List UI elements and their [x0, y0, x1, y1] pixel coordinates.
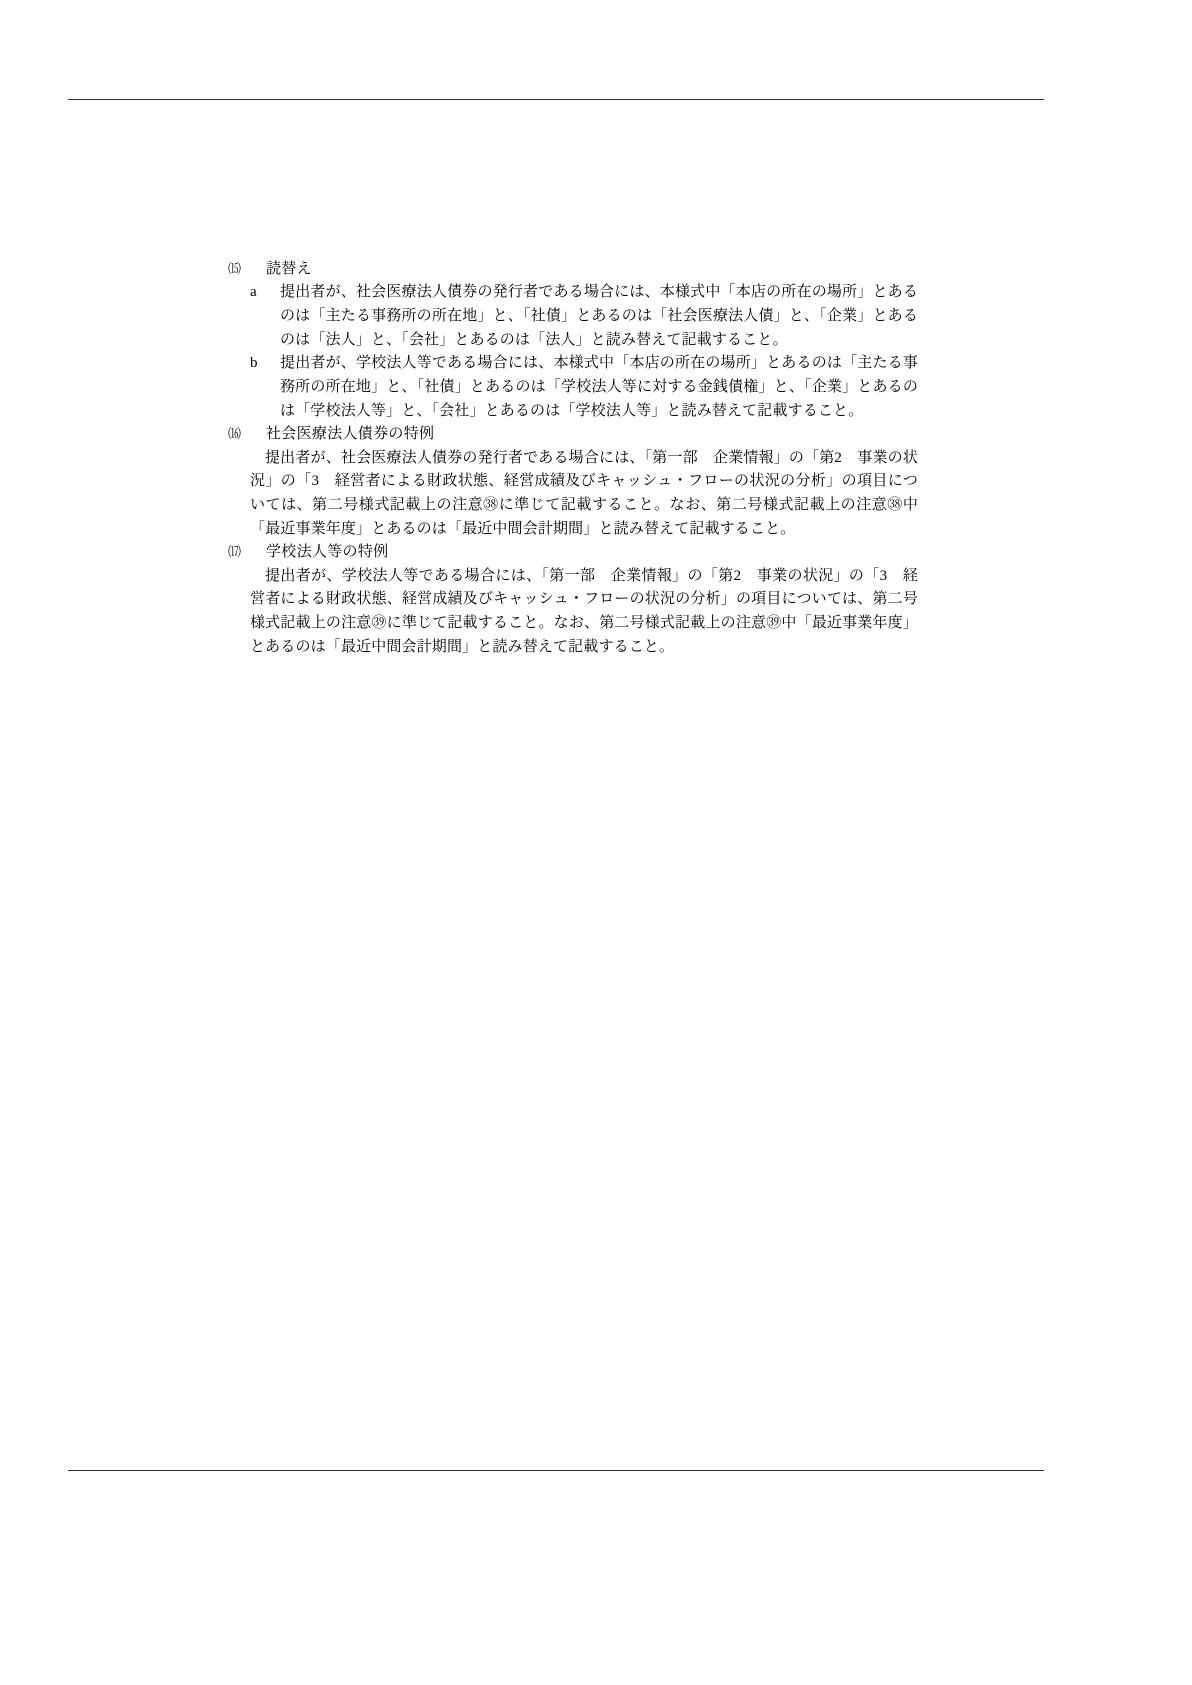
header-rule: [68, 99, 1044, 100]
section-16-paragraph: 提出者が、社会医療法人債券の発行者である場合には、「第一部 企業情報」の「第2 事業の状況」の「3 経営者による財政状態、経営成績及びキャッシュ・フローの状況の分析」の項目については、第二号様式記載上の注意㊳に準じて記載すること。なお、第二号様式記載上の注意㊳中「最近事業年度」とあるのは「最近中間会計期間」と読み替えて記載すること。: [250, 449, 918, 537]
section-16-title: 社会医療法人債券の特例: [266, 426, 435, 443]
subitem-a-text: 提出者が、社会医療法人債券の発行者である場合には、本様式中「本店の所在の場所」とあるのは「主たる事務所の所在地」と、「社債」とあるのは「社会医療法人債」と、「企業」とあるのは「法人」と、「会社」とあるのは「法人」と読み替えて記載すること。: [280, 284, 918, 348]
section-16: [228, 423, 918, 541]
section-17-heading: [228, 541, 918, 564]
section-17-paragraph: 提出者が、学校法人等である場合には、「第一部 企業情報」の「第2 事業の状況」の「3 経営者による財政状態、経営成績及びキャッシュ・フローの状況の分析」の項目については、第二号様式記載上の注意㊴に準じて記載すること。なお、第二号様式記載上の注意㊴中「最近事業年度」とあるのは「最近中間会計期間」と読み替えて記載すること。: [250, 567, 918, 655]
section-15-subitem-a: [250, 281, 918, 352]
section-17: [228, 541, 918, 659]
section-16-heading: [228, 423, 918, 446]
subitem-a-label: a: [250, 284, 257, 301]
document-body: [228, 258, 918, 659]
section-17-number: ⒄: [228, 544, 242, 560]
section-15-subitem-b: [250, 352, 918, 423]
subitem-b-label: b: [250, 355, 258, 372]
section-17-title: 学校法人等の特例: [266, 544, 389, 561]
subitem-b-text: 提出者が、学校法人等である場合には、本様式中「本店の所在の場所」とあるのは「主たる事務所の所在地」と、「社債」とあるのは「学校法人等に対する金銭債権」と、「企業」とあるのは「学校法人等」と、「会社」とあるのは「学校法人等」と読み替えて記載すること。: [280, 355, 918, 419]
footer-rule: [68, 1470, 1044, 1471]
section-16-number: ⒃: [228, 426, 242, 442]
section-15: [228, 258, 918, 423]
section-15-title: 読替え: [266, 261, 312, 277]
section-15-number: ⒂: [228, 261, 242, 276]
section-15-heading: [228, 258, 918, 281]
